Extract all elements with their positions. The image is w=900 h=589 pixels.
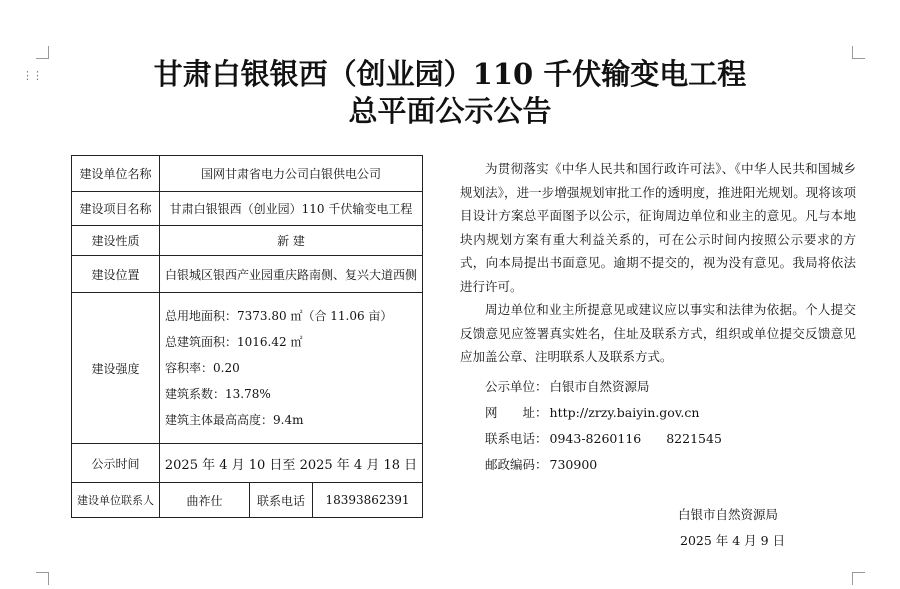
notice-paragraph-2: 周边单位和业主所提意见或建议应以事实和法律为依据。个人提交反馈意见应签署真实姓名，住址及联系方式，组织或单位提交反馈意见应加盖公章、注明联系人及联系方式。 xyxy=(460,302,856,364)
spec-land-area: 总用地面积：7373.80 ㎡（合 11.06 亩） xyxy=(165,309,393,323)
nature-value: 新 建 xyxy=(160,226,423,256)
table-row xyxy=(72,483,423,518)
notice-phone-value: 0943-8260116 8221545 xyxy=(549,431,722,446)
table-row xyxy=(72,156,423,192)
publisher-value: 白银市自然资源局 xyxy=(549,379,650,394)
contact-person-label: 建设单位联系人 xyxy=(72,483,160,518)
website-line xyxy=(485,403,699,421)
location-label: 建设位置 xyxy=(72,256,160,293)
location-value: 白银城区银西产业园重庆路南侧、复兴大道西侧 xyxy=(160,256,423,293)
contact-phone-label: 联系电话 xyxy=(250,483,313,518)
table-row xyxy=(72,192,423,226)
website-link[interactable]: http://zrzy.baiyin.gov.cn xyxy=(549,405,700,420)
unit-label: 建设单位名称 xyxy=(72,156,160,192)
crop-mark-top-left xyxy=(36,46,49,59)
postal-value: 730900 xyxy=(549,457,598,472)
table-row xyxy=(72,226,423,256)
signature-date: 2025 年 4 月 9 日 xyxy=(680,533,786,548)
crop-mark-bottom-right xyxy=(852,572,865,585)
website-label: 网 址： xyxy=(485,405,548,420)
notice-phone-label: 联系电话： xyxy=(485,431,548,446)
time-label: 公示时间 xyxy=(72,444,160,483)
spec-building-coverage: 建筑系数：13.78% xyxy=(165,387,271,401)
postal-label: 邮政编码： xyxy=(485,457,548,472)
drag-handle-icon[interactable]: ⋮⋮ xyxy=(22,69,42,82)
notice-paragraph-1: 为贯彻落实《中华人民共和国行政许可法》、《中华人民共和国城乡规划法》，进一步增强规划审批工作的透明度，推进阳光规划。现将该项目设计方案总平面图予以公示，征询周边单位和业主的意见。凡与本地块内规划方案有重大利益关系的，可在公示时间内按照公示要求的方式，向本局提出书面意见。逾期不提交的，视为没有意见。我局将依法进行许可。 xyxy=(460,161,856,294)
time-value: 2025 年 4 月 10 日至 2025 年 4 月 18 日 xyxy=(160,444,423,483)
project-label: 建设项目名称 xyxy=(72,192,160,226)
table-row xyxy=(72,293,423,444)
notice-body xyxy=(460,157,856,369)
nature-label: 建设性质 xyxy=(72,226,160,256)
table-row xyxy=(72,444,423,483)
contact-phone-line xyxy=(485,429,722,447)
spec-building-area: 总建筑面积：1016.42 ㎡ xyxy=(165,335,303,349)
publisher-label: 公示单位： xyxy=(485,379,548,394)
contact-phone-value: 18393862391 xyxy=(313,483,423,518)
table-row xyxy=(72,256,423,293)
crop-mark-top-right xyxy=(852,46,865,59)
page-title: 甘肃白银银西（创业园）110 千伏输变电工程 xyxy=(153,57,747,91)
signature-org: 白银市自然资源局 xyxy=(678,507,779,522)
crop-mark-bottom-left xyxy=(36,572,49,585)
unit-value: 国网甘肃省电力公司白银供电公司 xyxy=(160,156,423,192)
postal-line xyxy=(485,455,597,473)
spec-max-height: 建筑主体最高高度：9.4m xyxy=(165,413,304,427)
publisher-line xyxy=(485,377,650,395)
contact-person-name: 曲祚仕 xyxy=(160,483,250,518)
page-subtitle: 总平面公示公告 xyxy=(348,94,552,128)
project-value: 甘肃白银银西（创业园）110 千伏输变电工程 xyxy=(160,192,423,226)
spec-plot-ratio: 容积率：0.20 xyxy=(165,361,240,375)
intensity-label: 建设强度 xyxy=(72,293,160,444)
intensity-specs xyxy=(160,293,423,444)
project-info-table xyxy=(71,155,423,518)
